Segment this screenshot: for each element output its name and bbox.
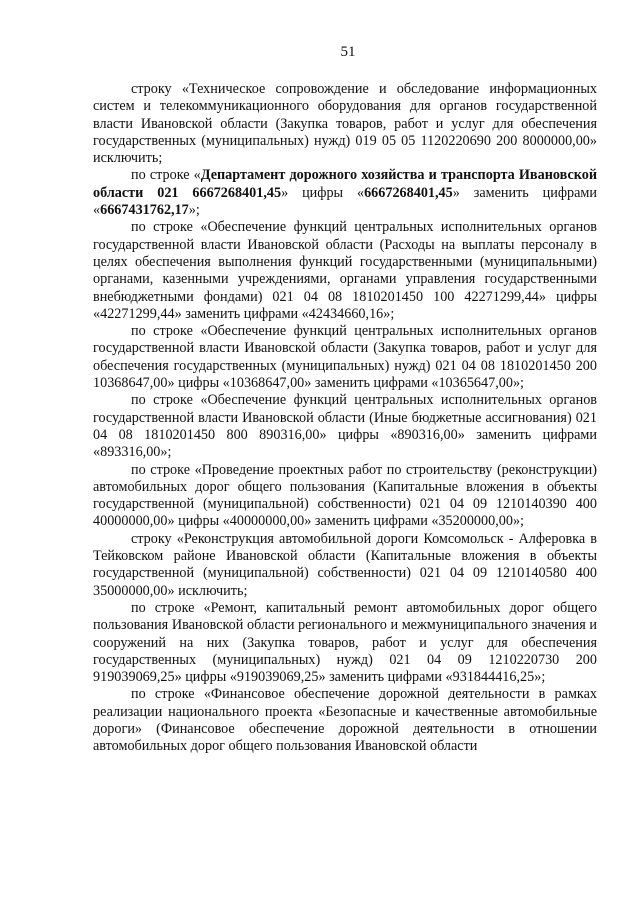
bold-text-segment: Департамент дорожного хозяйства и транспорта Ивановской области 021 6667268401,45 <box>93 167 597 201</box>
paragraph <box>93 219 597 323</box>
text-segment: по строке «Обеспечение функций центральных исполнительных органов государственной власти Ивановской области (Расходы на выплаты персоналу в целях обеспечения выполнения функций государственными (муниципальными) органами, казенными учреждениями, органами управления государственными внебюджетными фондами) 021 04 08 1810201450 100 42271299,44» цифры «42271299,44» заменить цифрами «42434660,16»; <box>93 219 597 322</box>
paragraph <box>93 323 597 392</box>
paragraph <box>93 531 597 600</box>
paragraph <box>93 167 597 219</box>
text-segment: по строке «Ремонт, капитальный ремонт автомобильных дорог общего пользования Ивановской области регионального и межмуниципального значения и сооружений на них (Закупка товаров, работ и услуг для обеспечения государственных (муниципальных) нужд) 021 04 09 1210220730 200 919039069,25» цифры «919039069,25» заменить цифрами «931844416,25»; <box>93 599 597 686</box>
bold-text-segment: 6667268401,45 <box>364 184 453 201</box>
paragraph <box>93 81 597 167</box>
bold-text-segment: 6667431762,17 <box>100 202 189 219</box>
text-segment: строку «Реконструкция автомобильной дороги Комсомольск - Алферовка в Тейковском районе Ивановской области (Капитальные вложения в объекты государственной (муниципальной) собственности) 021 04 09 1210140580 400 35000000,00» исключить; <box>93 530 597 599</box>
paragraph <box>93 600 597 686</box>
document-page <box>93 42 597 756</box>
text-segment: »; <box>188 202 200 219</box>
text-segment: строку «Техническое сопровождение и обследование информационных систем и телекоммуникационного оборудования для органов государственной власти Ивановской области (Закупка товаров, работ и услуг для обеспечения государственных (муниципальных) нужд) 019 05 05 1120220690 200 8000000,00» исключить; <box>93 81 597 167</box>
paragraph <box>93 392 597 461</box>
page-number: 51 <box>340 44 356 60</box>
text-segment: по строке «Обеспечение функций центральных исполнительных органов государственной власти Ивановской области (Иные бюджетные ассигнования) 021 04 08 1810201450 800 890316,00» цифры «890316,00» заменить цифрами «893316,00»; <box>93 392 597 461</box>
paragraph <box>93 686 597 755</box>
text-segment: » цифры « <box>281 184 365 201</box>
text-segment: » заменить цифрами « <box>93 184 597 219</box>
text-segment: по строке «Проведение проектных работ по строительству (реконструкции) автомобильных дорог общего пользования (Капитальные вложения в объекты государственной (муниципальной) собственности) 021 04 09 1210140390 400 40000000,00» цифры «40000000,00» заменить цифрами «35200000,00»; <box>93 461 597 530</box>
paragraph <box>93 462 597 531</box>
text-segment: по строке « <box>131 167 201 184</box>
document-body <box>93 81 597 756</box>
text-segment: по строке «Финансовое обеспечение дорожной деятельности в рамках реализации национального проекта «Безопасные и качественные автомобильные дороги» (Финансовое обеспечение дорожной деятельности в отношении автомобильных дорог общего пользования Ивановской области <box>93 686 597 755</box>
text-segment: по строке «Обеспечение функций центральных исполнительных органов государственной власти Ивановской области (Закупка товаров, работ и услуг для обеспечения государственных (муниципальных) нужд) 021 04 08 1810201450 200 10368647,00» цифры «10368647,00» заменить цифрами «10365647,00»; <box>93 323 597 392</box>
